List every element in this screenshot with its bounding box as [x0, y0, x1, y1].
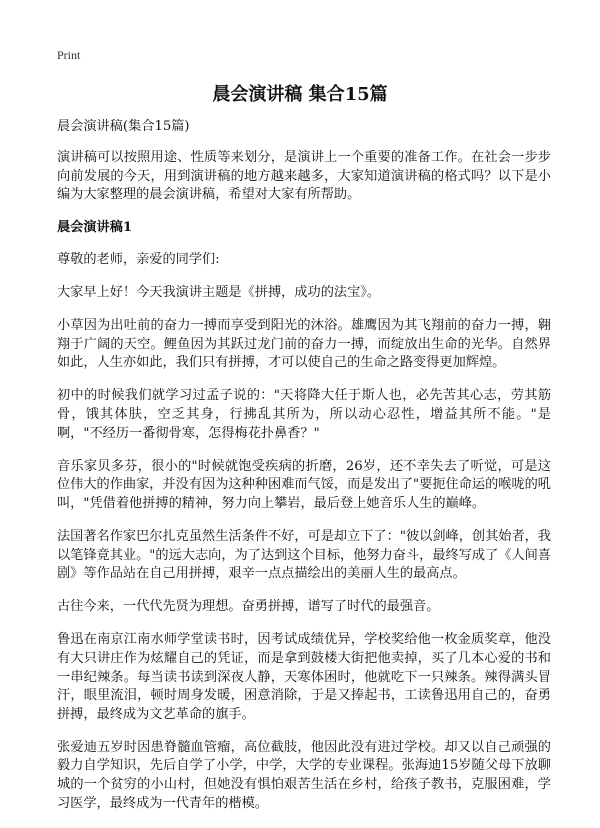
print-link[interactable]: Print — [57, 48, 81, 62]
body-paragraph: 法国著名作家巴尔扎克虽然生活条件不好，可是却立下了："彼以剑峰，创其始者，我以笔锋竟其业。"的远大志向，为了达到这个目标，他努力奋斗，最终写成了《人间喜剧》等作品站在自己用拼搏，艰辛一点点描绘出的美丽人生的最高点。 — [57, 529, 551, 582]
body-paragraph: 鲁迅在南京江南水师学堂读书时，因考试成绩优异，学校奖给他一枚金质奖章，他没有大只讲庄作为炫耀自己的凭证，而是拿到鼓楼大街把他卖掉，买了几本心爱的书和一串纪辣条。每当读书读到深夜人静，天寒体困时，他就吃下一只辣条。辣得满头冒汗，眼里流泪，顿时周身发暖，困意消除，于是又捧起书，工读鲁迅用自己的，奋勇拼搏，最终成为文艺革命的旗手。 — [57, 632, 551, 722]
document-subtitle: 晨会演讲稿(集合15篇) — [57, 119, 190, 134]
body-paragraph: 初中的时候我们就学习过孟子说的："天将降大任于斯人也，必先苦其心志，劳其筋骨，饿其体肤，空乏其身，行拂乱其所为，所以动心忍性，增益其所不能。"是啊，"不经历一番彻骨寒，怎得梅花扑鼻香？" — [57, 388, 551, 441]
page-title: 晨会演讲稿 集合15篇 — [212, 84, 388, 105]
document-body — [57, 118, 551, 828]
opening-paragraph: 大家早上好！今天我演讲主题是《拼搏，成功的法宝》。 — [57, 285, 381, 301]
body-paragraph: 古往今来，一代代先贤为理想。奋勇拼搏，谱写了时代的最强音。 — [57, 599, 440, 615]
body-paragraph: 小草因为出吐前的奋力一搏而享受到阳光的沐浴。雄鹰因为其飞翔前的奋力一搏，翱翔于广阔的天空。鲤鱼因为其跃过龙门前的奋力一搏，而绽放出生命的光华。自然界如此，人生亦如此，我们只有拼搏，才可以使自己的生命之路变得更加辉煌。 — [57, 318, 551, 371]
body-paragraph: 音乐家贝多芬，很小的"时候就饱受疾病的折磨，26岁，还不幸失去了听觉，可是这位伟大的作曲家，并没有因为这种种困难而气馁，而是发出了"要扼住命运的喉咙的吼叫，"凭借着他拼搏的精神，努力向上攀岩，最后登上她音乐人生的巅峰。 — [57, 458, 551, 511]
greeting-paragraph: 尊敬的老师，亲爱的同学们: — [57, 251, 220, 267]
body-paragraph: 张爱迪五岁时因患脊髓血管瘤，高位截肢，他因此没有进过学校。却又以自己顽强的毅力自学知识，先后自学了小学，中学，大学的专业课程。张海迪15岁随父母下放聊城的一个贫穷的小山村，但她没有惧怕艰苦生活在乡村，给孩子教书，克服困难，学习医学，最终成为一代青年的楷模。 — [57, 739, 551, 811]
intro-paragraph: 演讲稿可以按照用途、性质等来划分，是演讲上一个重要的准备工作。在社会一步步向前发展的今天，用到演讲稿的地方越来越多，大家知道演讲稿的格式吗？以下是小编为大家整理的晨会演讲稿，希望对大家有所帮助。 — [57, 150, 551, 203]
section-heading: 晨会演讲稿1 — [57, 220, 133, 236]
